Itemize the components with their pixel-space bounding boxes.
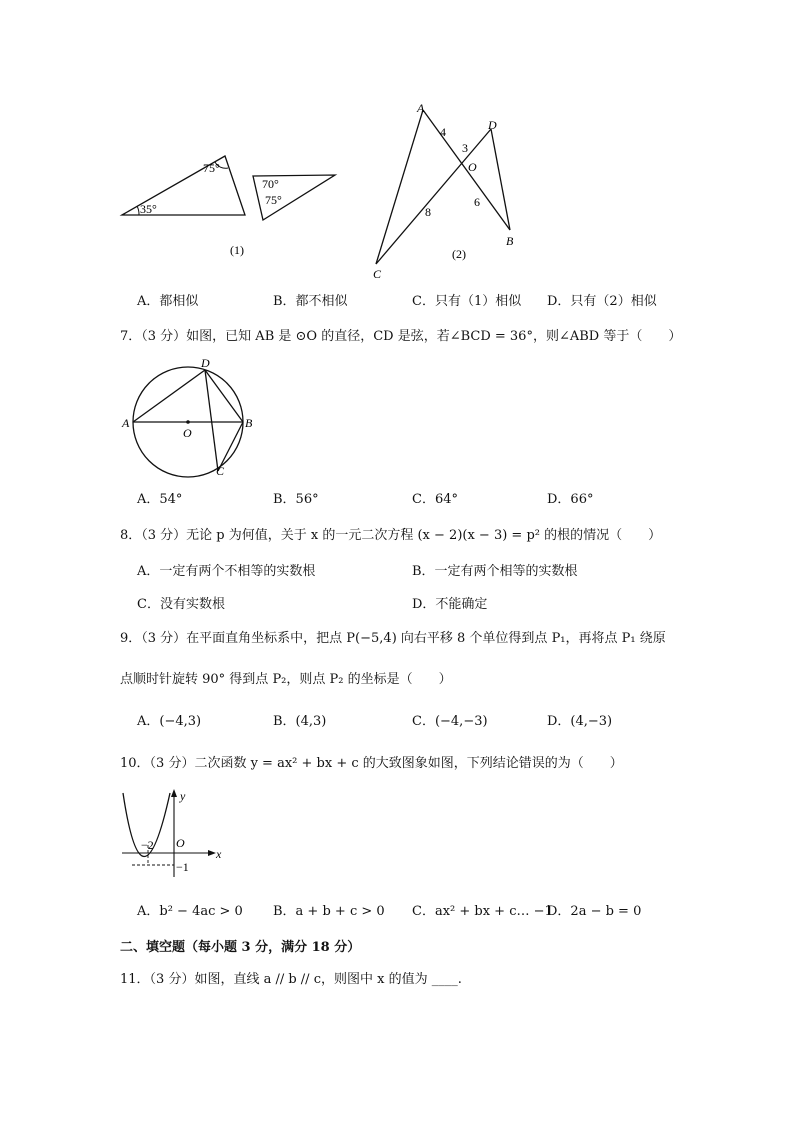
label-A: A — [417, 101, 425, 115]
q10-option-a: A．b² − 4ac > 0 — [137, 904, 243, 919]
label-D: D — [488, 118, 497, 132]
q9-stem-line1: 9．（3 分）在平面直角坐标系中，把点 P(−5,4) 向右平移 8 个单位得到点 P₁，再将点 P₁ 绕原 — [120, 631, 666, 646]
q10-option-d: D．2a − b = 0 — [547, 904, 642, 919]
q7-option-a: A．54° — [137, 492, 183, 507]
label-B: B — [506, 234, 514, 248]
label-D: D — [201, 356, 210, 370]
q6-option-d: D．只有（2）相似 — [547, 294, 657, 309]
q7-option-b: B．56° — [273, 492, 319, 507]
q9-stem-line2: 点顺时针旋转 90° 得到点 P₂，则点 P₂ 的坐标是（ ） — [120, 672, 452, 687]
figure-caption-1: (1) — [230, 243, 244, 257]
q7-stem: 7．（3 分）如图，已知 AB 是 ⊙O 的直径，CD 是弦，若∠BCD = 36°，则∠ABD 等于（ ） — [120, 329, 682, 344]
length-6: 6 — [474, 195, 480, 209]
angle-35: 35° — [140, 202, 157, 216]
q10-stem: 10．（3 分）二次函数 y = ax² + bx + c 的大致图象如图，下列结论错误的为（ ） — [120, 756, 623, 771]
q8-option-d: D．不能确定 — [412, 597, 488, 612]
q9-option-d: D．(4,−3) — [547, 714, 613, 729]
label-C: C — [216, 464, 225, 478]
q10-option-c: C．ax² + bx + c… −1 — [412, 904, 553, 919]
q8-stem: 8．（3 分）无论 p 为何值，关于 x 的一元二次方程 (x − 2)(x − 3) = p² 的根的情况（ ） — [120, 528, 662, 543]
q7-option-d: D．66° — [547, 492, 594, 507]
angle-70: 70° — [262, 177, 279, 191]
q9-option-b: B．(4,3) — [273, 714, 327, 729]
q10-parabola-figure — [118, 785, 233, 880]
label-y: y — [180, 789, 186, 803]
q6-option-c: C．只有（1）相似 — [412, 294, 522, 309]
section-2-title: 二、填空题（每小题 3 分，满分 18 分） — [120, 940, 361, 955]
label-B: B — [245, 416, 253, 430]
q8-option-b: B．一定有两个相等的实数根 — [412, 564, 578, 579]
label-O: O — [176, 836, 185, 850]
angle-75-left: 75° — [203, 161, 220, 175]
q6-option-a: A．都相似 — [137, 294, 199, 309]
q10-option-b: B．a + b + c > 0 — [273, 904, 385, 919]
q7-circle-figure — [118, 355, 263, 480]
label-O: O — [183, 426, 192, 440]
label-C: C — [373, 267, 382, 281]
figure-caption-2: (2) — [452, 247, 466, 261]
label-x: x — [216, 847, 222, 861]
label-neg2: −2 — [141, 838, 154, 852]
label-neg1: −1 — [176, 860, 189, 874]
label-O: O — [468, 160, 477, 174]
q8-option-c: C．没有实数根 — [137, 597, 225, 612]
q8-option-a: A．一定有两个不相等的实数根 — [137, 564, 316, 579]
length-4: 4 — [440, 125, 446, 139]
q7-option-c: C．64° — [412, 492, 458, 507]
label-A: A — [122, 416, 130, 430]
q6-option-b: B．都不相似 — [273, 294, 348, 309]
q11-stem: 11．（3 分）如图，直线 a // b // c，则图中 x 的值为 ____. — [120, 972, 462, 987]
length-3: 3 — [462, 141, 468, 155]
angle-75-right: 75° — [265, 193, 282, 207]
q9-option-a: A．(−4,3) — [137, 714, 202, 729]
q9-option-c: C．(−4,−3) — [412, 714, 488, 729]
q6-figure-2 — [365, 98, 525, 283]
length-8: 8 — [425, 205, 431, 219]
q6-figure-1 — [115, 150, 345, 260]
